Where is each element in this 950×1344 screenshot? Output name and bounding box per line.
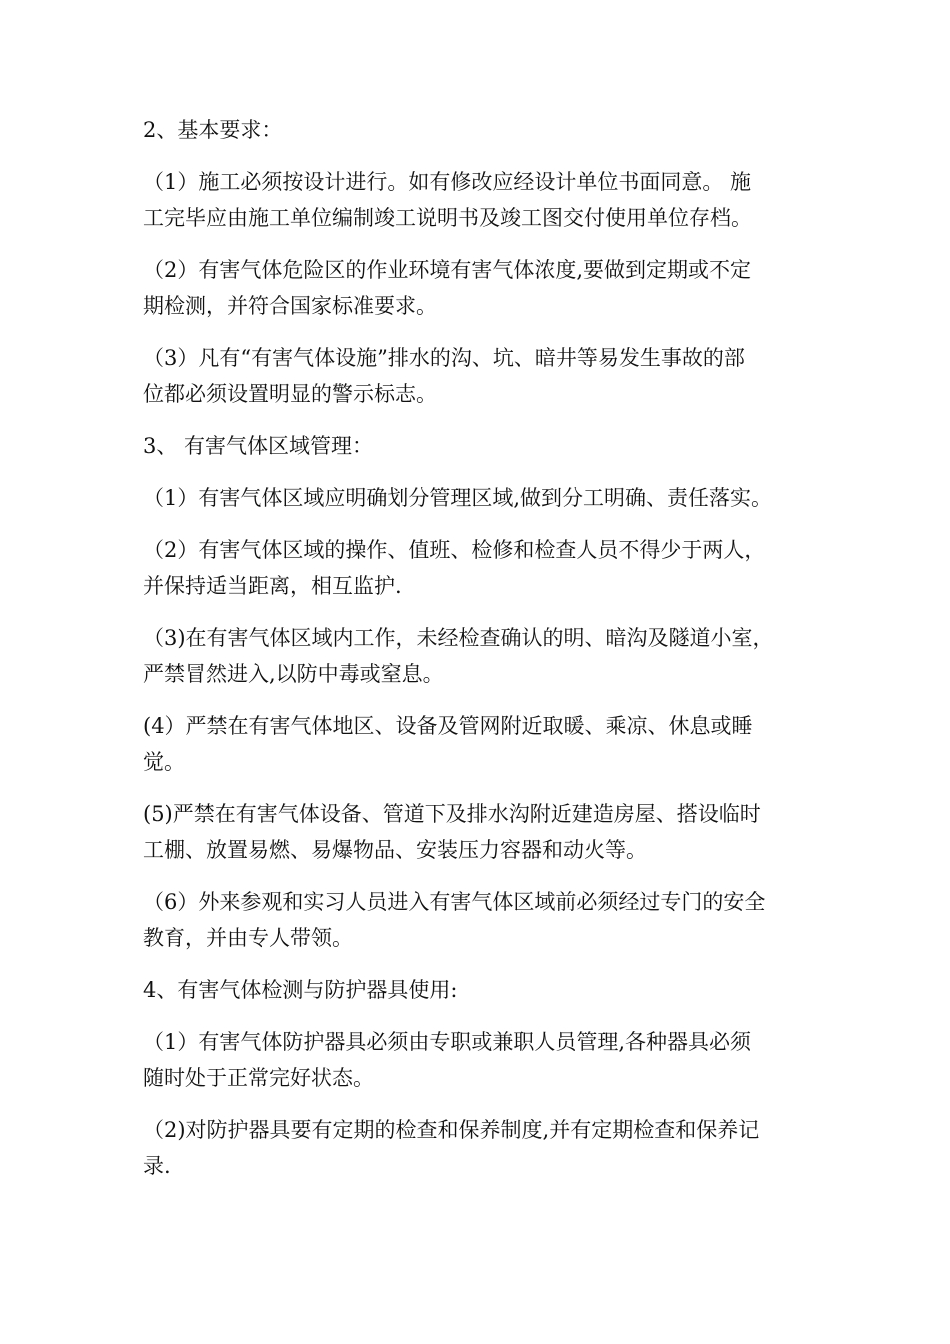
text-line: （1）施工必须按设计进行。如有修改应经设计单位书面同意。 施 bbox=[143, 170, 752, 194]
text-line: 4、有害气体检测与防护器具使用: bbox=[143, 978, 458, 1002]
text-line: 教育，并由专人带领。 bbox=[143, 926, 353, 950]
text-line: 3、 有害气体区域管理： bbox=[143, 434, 374, 458]
text-line: 录. bbox=[143, 1154, 171, 1178]
text-line: (5)严禁在有害气体设备、管道下及排水沟附近建造房屋、搭设临时 bbox=[143, 802, 761, 826]
paragraph-6 bbox=[143, 620, 823, 692]
paragraph-7 bbox=[143, 708, 823, 780]
text-line: (4）严禁在有害气体地区、设备及管网附近取暖、乘凉、休息或睡 bbox=[143, 714, 753, 738]
text-line: （3）凡有“有害气体设施”排水的沟、坑、暗井等易发生事故的部 bbox=[143, 346, 745, 370]
paragraph-10 bbox=[143, 1024, 823, 1096]
paragraph-4 bbox=[143, 480, 823, 516]
text-line: （2）有害气体区域的操作、值班、检修和检查人员不得少于两人， bbox=[143, 538, 766, 562]
paragraph-9 bbox=[143, 884, 823, 956]
document-body bbox=[143, 112, 823, 1200]
text-line: 期检测，并符合国家标准要求。 bbox=[143, 294, 437, 318]
paragraph-2 bbox=[143, 252, 823, 324]
paragraph-5 bbox=[143, 532, 823, 604]
text-line: （3)在有害气体区域内工作，未经检查确认的明、暗沟及隧道小室， bbox=[143, 626, 774, 650]
text-line: 并保持适当距离，相互监护. bbox=[143, 574, 402, 598]
text-line: （6）外来参观和实习人员进入有害气体区域前必须经过专门的安全 bbox=[143, 890, 766, 914]
text-line: 严禁冒然进入,以防中毒或窒息。 bbox=[143, 662, 444, 686]
text-line: 位都必须设置明显的警示标志。 bbox=[143, 382, 437, 406]
section-heading-area-management bbox=[143, 428, 823, 464]
paragraph-11 bbox=[143, 1112, 823, 1184]
text-line: 工完毕应由施工单位编制竣工说明书及竣工图交付使用单位存档。 bbox=[143, 206, 752, 230]
paragraph-3 bbox=[143, 340, 823, 412]
text-line: （2)对防护器具要有定期的检查和保养制度,并有定期检查和保养记 bbox=[143, 1118, 760, 1142]
section-heading-detection-protection bbox=[143, 972, 823, 1008]
text-line: 觉。 bbox=[143, 750, 185, 774]
section-heading-basic-requirements bbox=[143, 112, 823, 148]
text-line: （2）有害气体危险区的作业环境有害气体浓度,要做到定期或不定 bbox=[143, 258, 752, 282]
text-line: （1）有害气体区域应明确划分管理区域,做到分工明确、责任落实。 bbox=[143, 486, 773, 510]
text-line: 工棚、放置易燃、易爆物品、安装压力容器和动火等。 bbox=[143, 838, 647, 862]
text-line: 2、基本要求： bbox=[143, 118, 283, 142]
paragraph-8 bbox=[143, 796, 823, 868]
text-line: （1）有害气体防护器具必须由专职或兼职人员管理,各种器具必须 bbox=[143, 1030, 752, 1054]
paragraph-1 bbox=[143, 164, 823, 236]
text-line: 随时处于正常完好状态。 bbox=[143, 1066, 374, 1090]
